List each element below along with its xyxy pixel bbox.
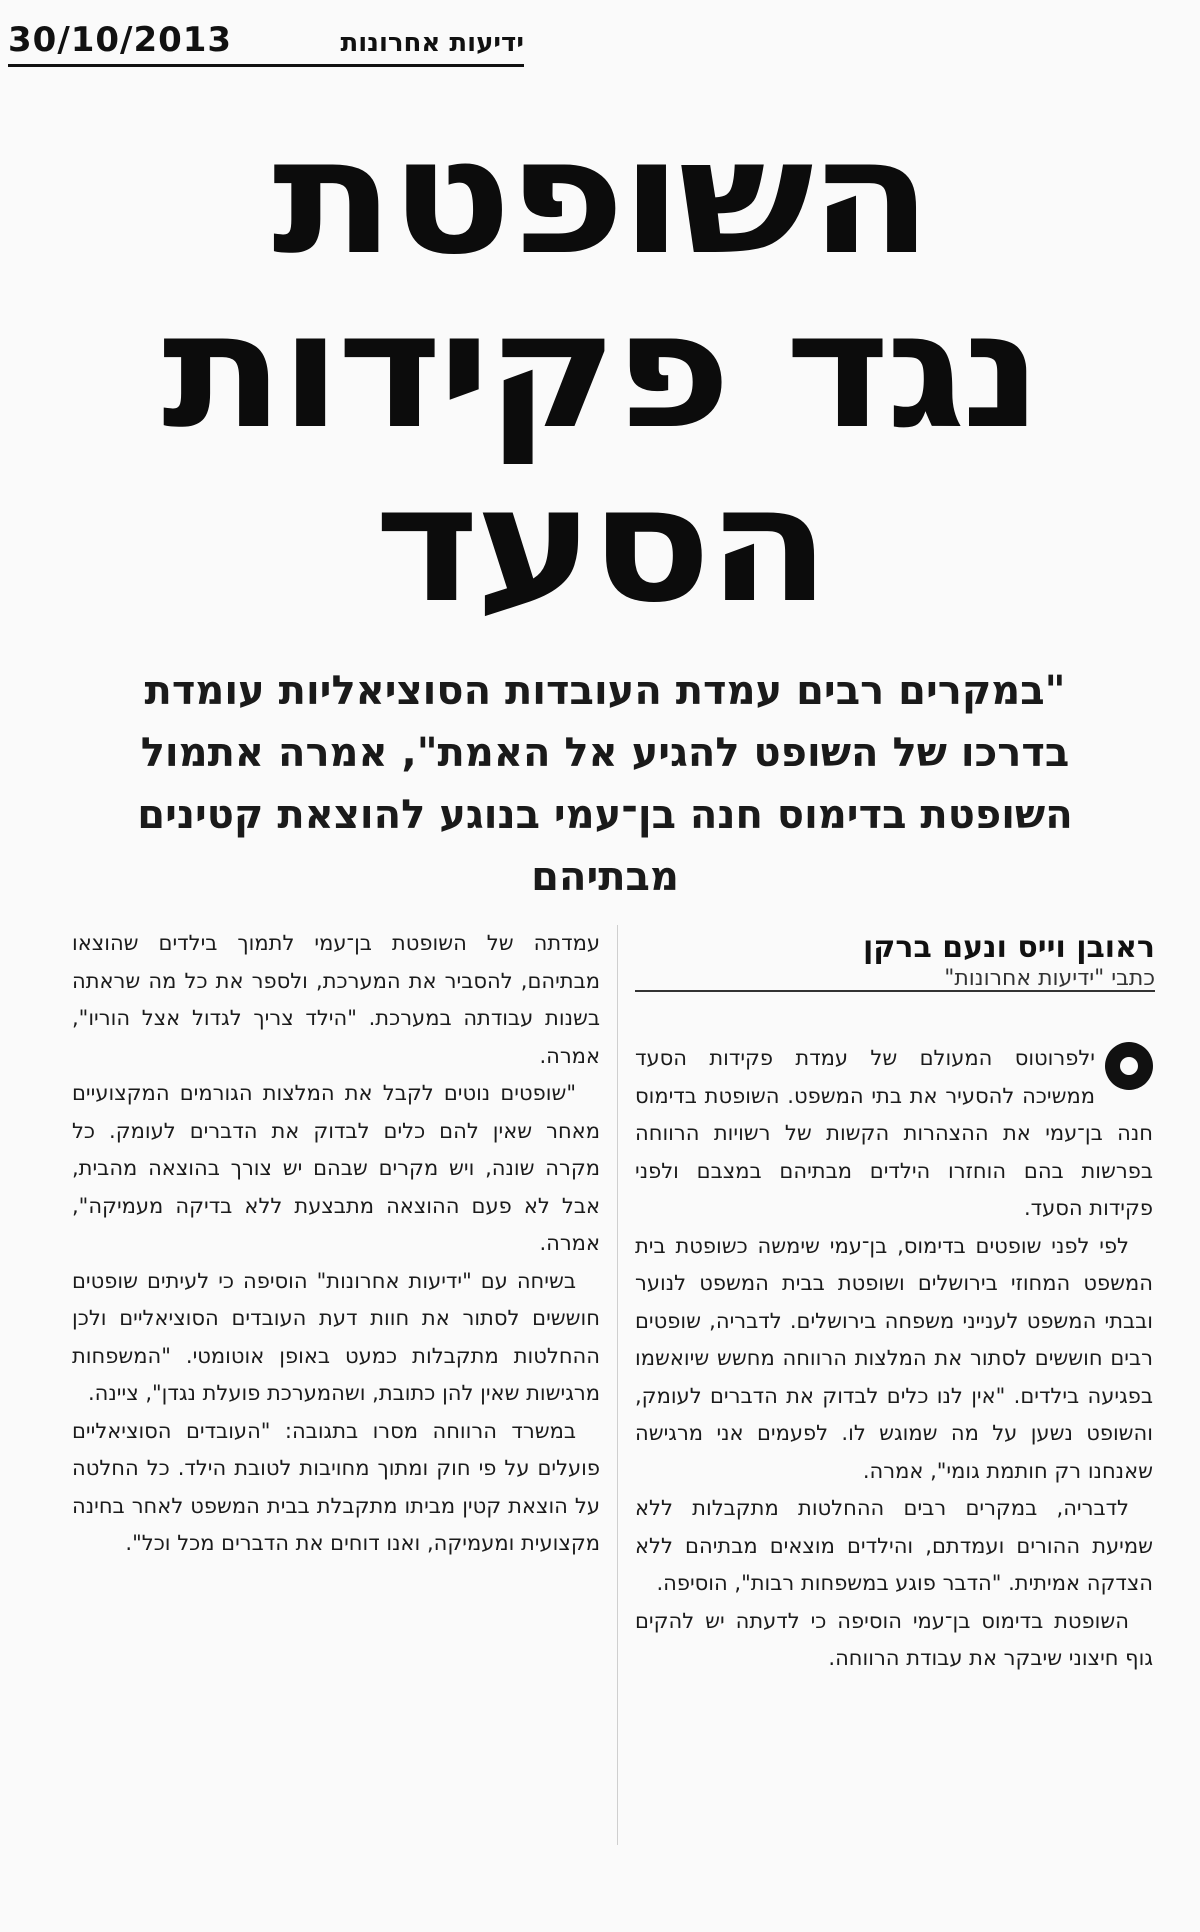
byline-role: כתבי "ידיעות אחרונות" (944, 966, 1155, 991)
article-column-left (72, 925, 600, 1845)
newspaper-name: ידיעות אחרונות (340, 28, 524, 58)
paragraph: לדבריה, במקרים רבים ההחלטות מתקבלות ללא שמיעת ההורים ועמדתם, והילדים מוצאים מבתיהם ללא הצדקה אמיתית. "הדבר פוגע במשפחות רבות", הוסיפה. (635, 1496, 1153, 1595)
column-divider (617, 925, 618, 1845)
article-column-right (635, 1040, 1153, 1840)
paragraph: עמדתה של השופטת בן־עמי לתמוך בילדים שהוצאו מבתיהם, להסביר את המערכת, ולספר את כל מה שראתה בשנות עבודתה במערכת. "הילד צריך לגדול אצל הוריו", אמרה. (72, 931, 600, 1068)
publication-date: 30/10/2013 (8, 20, 233, 60)
section-bullet-icon (1105, 1042, 1153, 1090)
paragraph: השופטת בדימוס בן־עמי הוסיפה כי לדעתה יש להקים גוף חיצוני שיבקר את עבודת הרווחה. (635, 1608, 1153, 1670)
masthead (8, 14, 524, 67)
byline-author: ראובן וייס ונעם ברקן (863, 930, 1155, 965)
headline-line-2: נגד פקידות (161, 277, 1039, 464)
paragraph: "שופטים נוטים לקבל את המלצות הגורמים המקצועיים מאחר שאין להם כלים לבדוק את הדברים לעומק. כל מקרה שונה, ויש מקרים שבהם יש צורך בהוצאה מהבית, אבל לא פעם ההוצאה מתבצעת ללא בדיקה מעמיקה", אמרה. (72, 1081, 600, 1255)
byline (635, 930, 1155, 992)
paragraph: בשיחה עם "ידיעות אחרונות" הוסיפה כי לעיתים שופטים חוששים לסתור את חוות דעת העובדים הסוציאליים ולכן ההחלטות מתקבלות כמעט באופן אוטומטי. "המשפחות מרגישות שאין להן כתובת, ושהמערכת פועלת נגדן", ציינה. (72, 1268, 600, 1405)
headline (40, 103, 1160, 650)
paragraph: לפי לפני שופטים בדימוס, בן־עמי שימשה כשופטת בית המשפט המחוזי בירושלים ושופטת בבית המשפט לנוער ובבתי המשפט לענייני משפחה בירושלים. לדבריה, שופטים רבים חוששים לסתור את המלצות הרווחה מחשש שיואשמו בפגיעה בילדים. "אין לנו כלים לבדוק את הדברים לעומק, והשופט נשען על מה שמוגש לו. לפעמים אני מרגישה שאנחנו רק חותמת גומי", אמרה. (635, 1233, 1153, 1483)
subheadline: "במקרים רבים עמדת העובדות הסוציאליות עומדת בדרכו של השופט להגיע אל האמת", אמרה אתמול השופטת בדימוס חנה בן־עמי בנוגע להוצאת קטינים מבתיהם (137, 668, 1073, 900)
paragraph: במשרד הרווחה מסרו בתגובה: "העובדים הסוציאליים פועלים על פי חוק ומתוך מחויבות לטובת הילד. כל החלטה על הוצאת קטין מביתו מתקבלת בבית המשפט לאחר בחינה מקצועית ומעמיקה, ואנו דוחים את הדברים מכל וכל". (72, 1418, 600, 1555)
headline-line-1: השופטת (272, 103, 928, 290)
headline-line-3: הסעד (374, 451, 826, 638)
paragraph: ילפרוטוס המעולם של עמדת פקידות הסעד ממשיכה להסעיר את בתי המשפט. השופטת בדימוס חנה בן־עמי את ההצהרות הקשות של רשויות הרווחה בפרשות בהם הוחזרו הילדים מבתיהם במצבם ולפני פקידות הסעד. (635, 1046, 1153, 1220)
